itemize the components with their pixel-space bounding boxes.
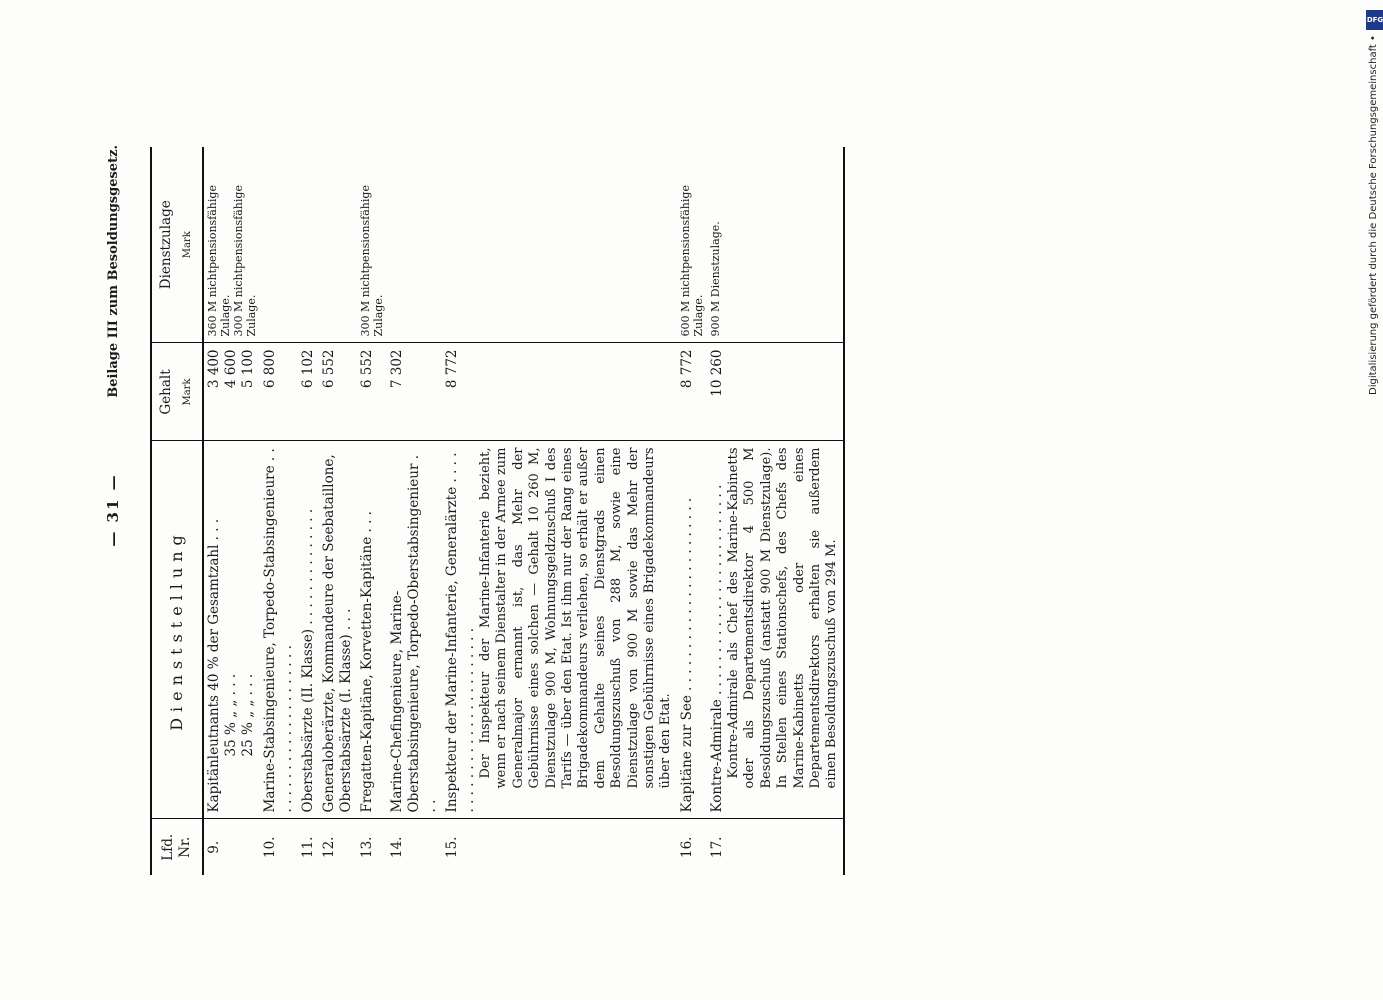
header-dienststellung: Dienststellung [151, 441, 203, 819]
row-zulage [298, 147, 319, 343]
row-nr: 15. [444, 836, 460, 858]
row-gehalt: 6 102 [298, 343, 319, 441]
table-row [677, 147, 707, 875]
row-zulage: 360 M nichtpensionsfähige Zulage. 300 M nichtpensionsfähige Zulage. [203, 147, 260, 343]
row-nr: 9. [206, 840, 222, 854]
row-zulage [442, 147, 677, 343]
row-stellung: Kontre-Admirale . . . . . . . . . . . . . . . . . . . . . . . . . Kontre-Admirale als Chef des Marine-Kabinetts oder als Departementsdirektor 4 500 M Besoldungszuschuß (anstatt 900 M Dienstzulage). In Stellen eines Stationschefs, des Chefs des Marine-Kabinetts oder eines Departementsdirektors erhalten sie außerdem einen Besoldungszuschuß von 294 M. [707, 441, 844, 819]
table-row [707, 147, 844, 875]
row-stellung: Generaloberärzte, Kommandeure der Seebataillone, Oberstabsärzte (I. Klasse) . . . [319, 441, 357, 819]
row-stellung: Kapitänleutnants 40 % der Gesamtzahl . . . 35 % „ „ . . . 25 % „ „ . . . [203, 441, 260, 819]
row-zulage [319, 147, 357, 343]
running-header [100, 145, 130, 875]
dfg-logo: DFG [1366, 10, 1383, 30]
row-stellung: Kapitäne zur See . . . . . . . . . . . . . . . . . . . . . . . [677, 441, 707, 819]
zulage-unit: Mark [182, 231, 193, 259]
table-row [298, 147, 319, 875]
row-note: Der Inspekteur der Marine-Infanterie bezieht, wenn er nach seinem Dienstalter in der Armee zum Generalmajor ernannt ist, das Mehr der Gebührnisse eines solchen — Gehalt 10 260 M, Dienstzulage 900 M, Wohnungsgeldzuschuß I des Tarifs — über den Etat. Ist ihm nur der Rang eines Brigadekommandeurs verliehen, so erhält er außer dem Gehalte seines Dienstgrads einen Besoldungszuschuß von 288 M, sowie eine Dienstzulage von 900 M sowie das Mehr der sonstigen Gebührnisse eines Brigadekommandeurs über den Etat. [478, 447, 674, 789]
row-stellung: Marine-Stabsingenieure, Torpedo-Stabsingenieure . . . . . . . . . . . . . . . . . . . . . . [260, 441, 298, 819]
row-stellung: Oberstabsärzte (II. Klasse) . . . . . . . . . . . . . . [298, 441, 319, 819]
row-nr: 11. [300, 836, 316, 858]
row-note: Kontre-Admirale als Chef des Marine-Kabinetts oder als Departementsdirektor 4 500 M Besoldungszuschuß (anstatt 900 M Dienstzulage). In Stellen eines Stationschefs, des Chefs des Marine-Kabinetts oder eines Departementsdirektors erhalten sie außerdem einen Besoldungszuschuß von 294 M. [725, 447, 840, 789]
table-row [319, 147, 357, 875]
row-gehalt: 6 552 [319, 343, 357, 441]
row-zulage [387, 147, 442, 343]
row-nr: 13. [359, 836, 375, 858]
row-stellung: Marine-Chefingenieure, Marine-Oberstabsingenieure, Torpedo-Oberstabsingenieur . . . [387, 441, 442, 819]
table-row [442, 147, 677, 875]
row-zulage: 900 M Dienstzulage. [707, 147, 844, 343]
row-gehalt: 10 260 [707, 343, 844, 441]
row-stellung: Inspekteur der Marine-Infanterie, Generalärzte . . . . . . . . . . . . . . . . . . . . . . . . . . Der Inspekteur der Marine-Infanterie bezieht, wenn er nach seinem Dienstalter in der Armee zum Generalmajor ernannt ist, das Mehr der Gebührnisse eines solchen — Gehalt 10 260 M, Dienstzulage 900 M, Wohnungsgeldzuschuß I des Tarifs — über den Etat. Ist ihm nur der Rang eines Brigadekommandeurs verliehen, so erhält er außer dem Gehalte seines Dienstgrads einen Besoldungszuschuß von 288 M, sowie eine Dienstzulage von 900 M sowie das Mehr der sonstigen Gebührnisse eines Brigadekommandeurs über den Etat. [442, 441, 677, 819]
gehalt-unit: Mark [182, 378, 193, 406]
table-row [260, 147, 298, 875]
running-head-title: Beilage III zum Besoldungsgesetz. [106, 145, 121, 398]
row-nr: 10. [262, 836, 278, 858]
table-row [387, 147, 442, 875]
row-gehalt: 8 772 [442, 343, 677, 441]
row-zulage: 600 M nichtpensionsfähige Zulage. [677, 147, 707, 343]
table-row [357, 147, 387, 875]
header-nr: Lfd. Nr. [151, 819, 203, 875]
header-dienstzulage: Dienstzulage Mark [151, 147, 203, 343]
row-stellung: Fregatten-Kapitäne, Korvetten-Kapitäne . . . [357, 441, 387, 819]
row-nr: 14. [389, 836, 405, 858]
row-nr: 12. [321, 836, 337, 858]
row-nr: 16. [678, 836, 695, 858]
header-gehalt: Gehalt Mark [151, 343, 203, 441]
rotated-page-content [100, 145, 1260, 875]
digitization-credit: Digitalisierung gefördert durch die Deutsche Forschungsgemeinschaft • [1368, 35, 1379, 395]
table-row [203, 147, 260, 875]
row-gehalt: 6 800 [260, 343, 298, 441]
row-zulage [260, 147, 298, 343]
row-gehalt: 6 552 [357, 343, 387, 441]
row-gehalt: 3 400 4 600 5 100 [203, 343, 260, 441]
table-header-row [151, 147, 203, 875]
row-zulage: 300 M nichtpensionsfähige Zulage. [357, 147, 387, 343]
row-nr: 17. [707, 819, 844, 875]
page-number: — 31 — [104, 473, 122, 547]
row-gehalt: 7 302 [387, 343, 442, 441]
row-gehalt: 8 772 [677, 343, 707, 441]
salary-table [150, 147, 845, 875]
